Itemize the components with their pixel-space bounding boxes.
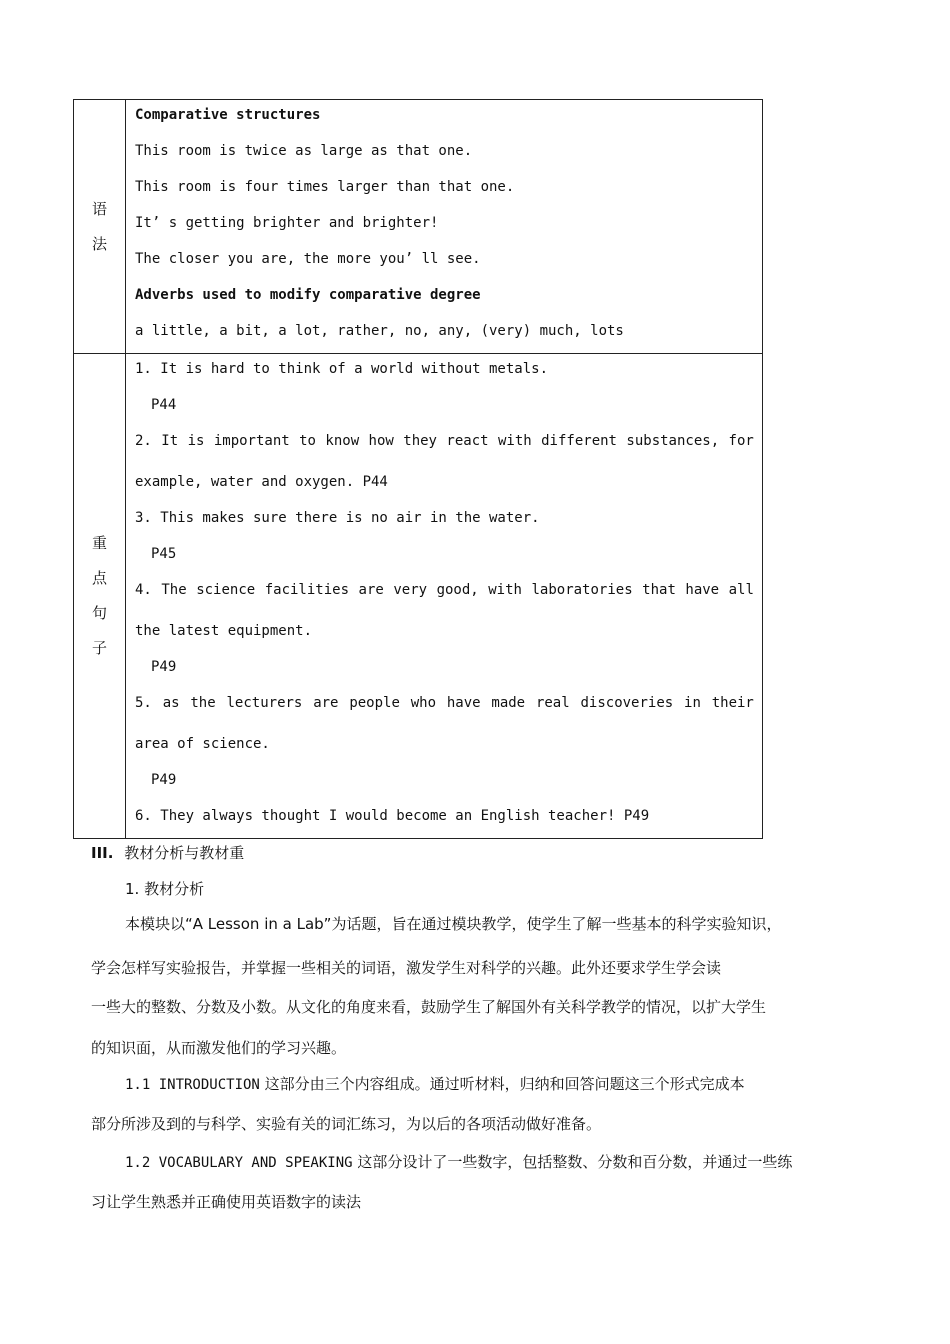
section-heading xyxy=(91,843,244,863)
key-sentences-label-char: 子 xyxy=(91,639,107,657)
paragraph-3-line: 习让学生熟悉并正确使用英语数字的读法 xyxy=(91,1193,362,1211)
sentence-word: as xyxy=(162,695,180,711)
paragraph-1-line: 的知识面，从而激发他们的学习兴趣。 xyxy=(91,1039,347,1057)
sentence-word: to xyxy=(299,433,316,449)
sentence-word: with xyxy=(497,433,532,449)
key-sentences-label-char: 句 xyxy=(91,604,107,622)
grammar-row xyxy=(74,100,762,353)
grammar-example: This room is twice as large as that one. xyxy=(135,143,473,159)
paragraph-1-line: 学会怎样写实验报告，并掌握一些相关的词语，激发学生对科学的兴趣。此外还要求学生学会读 xyxy=(91,959,722,977)
sentence-word: all xyxy=(728,582,754,598)
sentence-word: are xyxy=(313,695,339,711)
sentence-word: their xyxy=(711,695,754,711)
grammar-label-char: 语 xyxy=(91,199,107,218)
vocabulary-label: 1.2 VOCABULARY AND SPEAKING xyxy=(125,1155,353,1171)
paragraph-2-line xyxy=(125,1074,745,1095)
grammar-heading: Comparative structures xyxy=(135,107,321,123)
sentence-word: real xyxy=(535,695,570,711)
sentence-word: know xyxy=(325,433,360,449)
sentence-word: that xyxy=(642,582,676,598)
key-sentences-label-char: 点 xyxy=(91,569,107,587)
key-sentences-content xyxy=(126,354,762,838)
sentence-word: who xyxy=(410,695,437,711)
sentence-word: for xyxy=(728,433,754,449)
sentence-word: 5. xyxy=(135,695,152,711)
sentence-word: good, xyxy=(436,582,479,598)
grammar-content xyxy=(126,100,762,353)
paragraph-1-line: 本模块以“A Lesson in a Lab”为话题，旨在通过模块教学，使学生了解一些基本的科学实验知识， xyxy=(125,915,782,933)
sentence-5-line-2: area of science. xyxy=(135,736,270,752)
sentence-3: 3. This makes sure there is no air in the water. xyxy=(135,510,540,526)
subsection-title: 1. 教材分析 xyxy=(125,880,205,898)
sentence-word: very xyxy=(393,582,428,598)
sentence-3-page: P45 xyxy=(151,546,177,562)
sentence-word: important xyxy=(213,433,290,449)
sentence-4-page: P49 xyxy=(151,659,177,675)
grammar-example: The closer you are, the more you’ ll see. xyxy=(135,251,481,267)
sentence-4-line-1 xyxy=(135,577,754,618)
paragraph-2-line: 部分所涉及到的与科学、实验有关的词汇练习，为以后的各项活动做好准备。 xyxy=(91,1115,602,1133)
paragraph-3-line xyxy=(125,1152,792,1173)
vocabulary-text: 这部分设计了一些数字，包括整数、分数和百分数，并通过一些练 xyxy=(357,1153,793,1171)
sentence-word: substances, xyxy=(626,433,720,449)
sentence-5-line-1 xyxy=(135,690,754,731)
sentence-5-page: P49 xyxy=(151,772,177,788)
sentence-2-line-1 xyxy=(135,428,754,469)
sentence-word: 2. xyxy=(135,433,152,449)
sentence-word: made xyxy=(491,695,526,711)
sentence-word: are xyxy=(358,582,384,598)
sentence-word: with xyxy=(488,582,522,598)
introduction-text: 这部分由三个内容组成。通过听材料，归纳和回答问题这三个形式完成本 xyxy=(264,1075,745,1093)
sentence-word: have xyxy=(446,695,481,711)
sentence-word: people xyxy=(349,695,400,711)
paragraph-1-line: 一些大的整数、分数及小数。从文化的角度来看，鼓励学生了解国外有关科学教学的情况，以扩大学生 xyxy=(91,998,767,1016)
key-sentences-label xyxy=(74,354,126,838)
sentence-word: discoveries xyxy=(580,695,674,711)
sentence-word: react xyxy=(446,433,489,449)
sentence-word: laboratories xyxy=(531,582,633,598)
sentence-word: lecturers xyxy=(226,695,303,711)
grammar-example: It’ s getting brighter and brighter! xyxy=(135,215,439,231)
sentence-word: 4. xyxy=(135,582,152,598)
sentence-1-page: P44 xyxy=(151,397,177,413)
introduction-label: 1.1 INTRODUCTION xyxy=(125,1077,260,1093)
sentence-word: is xyxy=(187,433,205,449)
sentence-word: The xyxy=(161,582,187,598)
section-title: 教材分析与教材重 xyxy=(124,844,245,862)
key-sentences-row xyxy=(74,353,762,838)
sentence-word: they xyxy=(403,433,437,449)
sentence-2-line-2: example, water and oxygen. P44 xyxy=(135,474,388,490)
sentence-word: science xyxy=(196,582,256,598)
grammar-sentences-table xyxy=(73,99,763,839)
sentence-4-line-2: the latest equipment. xyxy=(135,623,313,639)
sentence-word: in xyxy=(684,695,701,711)
sentence-word: how xyxy=(368,433,394,449)
key-sentences-label-char: 重 xyxy=(91,534,107,552)
sentence-word: the xyxy=(190,695,216,711)
sentence-word: have xyxy=(685,582,720,598)
section-number: III. xyxy=(91,844,114,862)
grammar-example: This room is four times larger than that one. xyxy=(135,179,515,195)
grammar-heading: Adverbs used to modify comparative degree xyxy=(135,287,481,303)
sentence-word: facilities xyxy=(264,582,350,598)
sentence-word: different xyxy=(541,433,617,449)
grammar-example: a little, a bit, a lot, rather, no, any, (very) much, lots xyxy=(135,323,624,339)
sentence-6: 6. They always thought I would become an English teacher! P49 xyxy=(135,808,650,824)
grammar-label-char: 法 xyxy=(91,234,107,253)
grammar-label xyxy=(74,100,126,353)
sentence-1: 1. It is hard to think of a world without metals. xyxy=(135,361,549,377)
sentence-word: It xyxy=(161,433,179,449)
